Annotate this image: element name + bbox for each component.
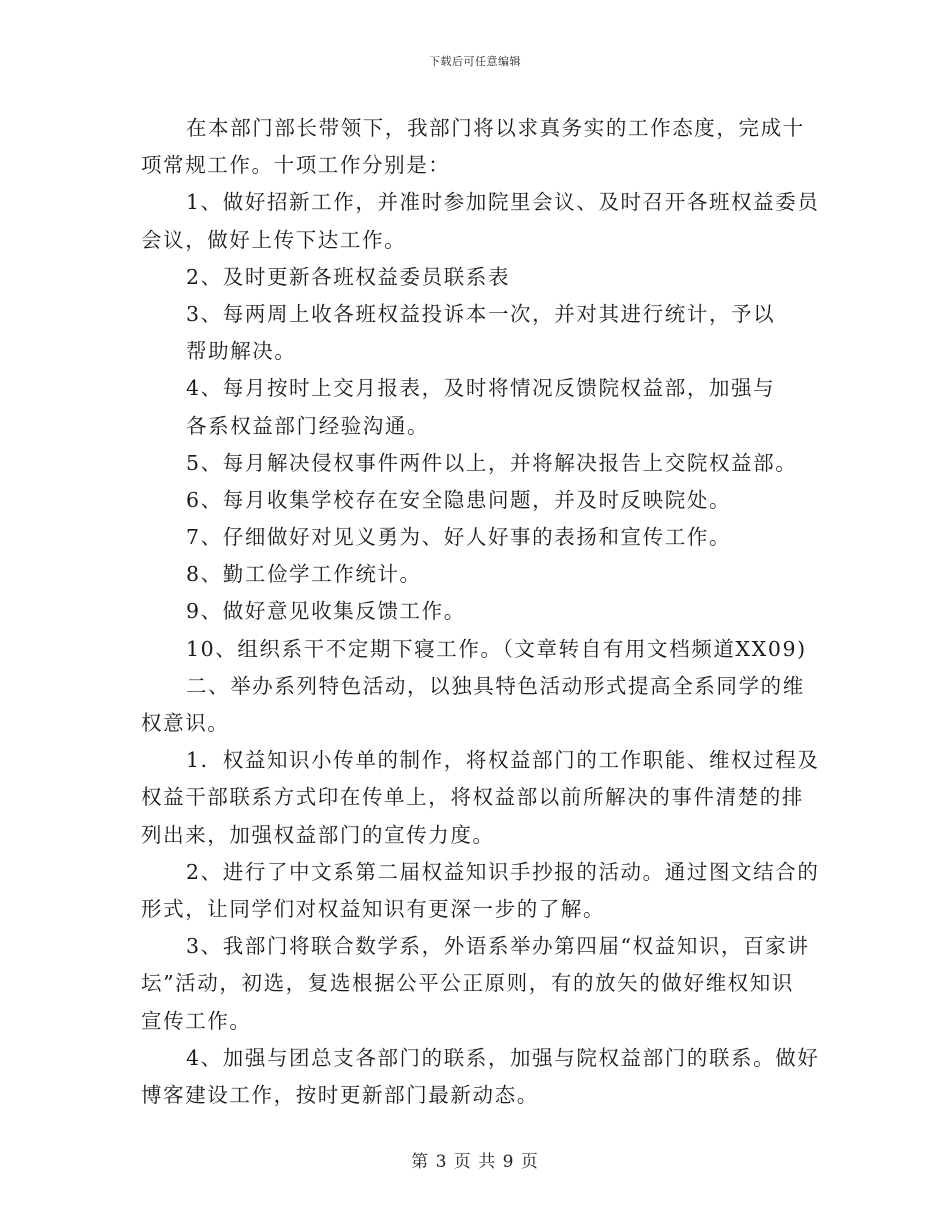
text-line: 各系权益部门经验沟通。 bbox=[186, 413, 430, 438]
text-line: 1、做好招新工作，并准时参加院里会议、及时召开各班权益委员 bbox=[186, 190, 820, 215]
text-line: 2、及时更新各班权益委员联系表 bbox=[186, 264, 511, 289]
text-line: 在本部门部长带领下，我部门将以求真务实的工作态度，完成十 bbox=[186, 116, 805, 140]
text-line: 4、每月按时上交月报表，及时将情况反馈院权益部，加强与 bbox=[186, 376, 776, 401]
text-line: 3、我部门将联合数学系，外语系举办第四届“权益知识，百家讲 bbox=[186, 934, 810, 959]
text-line: 7、仔细做好对见义勇为、好人好事的表扬和宣传工作。 bbox=[186, 525, 732, 550]
text-line: 坛”活动，初选，复选根据公平公正原则，有的放矢的做好维权知识 bbox=[141, 971, 794, 996]
text-line: 形式，让同学们对权益知识有更深一步的了解。 bbox=[141, 896, 606, 921]
page-header: 下载后可任意编辑 bbox=[429, 55, 521, 68]
text-line: 权益干部联系方式印在传单上，将权益部以前所解决的事件清楚的排 bbox=[141, 785, 804, 810]
text-line: 3、每两周上收各班权益投诉本一次，并对其进行统计，予以 bbox=[186, 301, 776, 326]
text-line: 8、勤工俭学工作统计。 bbox=[186, 562, 422, 587]
text-line: 博客建设工作，按时更新部门最新动态。 bbox=[141, 1082, 539, 1107]
text-line: 1．权益知识小传单的制作，将权益部门的工作职能、维权过程及 bbox=[186, 748, 820, 773]
text-line: 9、做好意见收集反馈工作。 bbox=[186, 599, 466, 624]
page-footer: 第 3 页 共 9 页 bbox=[411, 1152, 539, 1172]
text-line: 6、每月收集学校存在安全隐患问题，并及时反映院处。 bbox=[186, 487, 732, 512]
document-body bbox=[141, 110, 821, 1114]
text-line: 4、加强与团总支各部门的联系，加强与院权益部门的联系。做好 bbox=[186, 1045, 820, 1070]
text-line: 5、每月解决侵权事件两件以上，并将解决报告上交院权益部。 bbox=[186, 450, 798, 475]
text-line: 项常规工作。十项工作分别是： bbox=[141, 153, 451, 178]
text-line: 10、组织系干不定期下寝工作。（文章转自有用文档频道XX09) bbox=[186, 636, 807, 661]
text-line: 会议，做好上传下达工作。 bbox=[141, 227, 407, 252]
text-line: 列出来，加强权益部门的宣传力度。 bbox=[141, 822, 495, 847]
text-line: 宣传工作。 bbox=[141, 1008, 252, 1033]
text-line: 二、举办系列特色活动，以独具特色活动形式提高全系同学的维 bbox=[186, 673, 805, 698]
text-line: 2、进行了中文系第二届权益知识手抄报的活动。通过图文结合的 bbox=[186, 859, 820, 884]
text-line: 帮助解决。 bbox=[186, 339, 297, 364]
text-line: 权意识。 bbox=[141, 711, 230, 735]
